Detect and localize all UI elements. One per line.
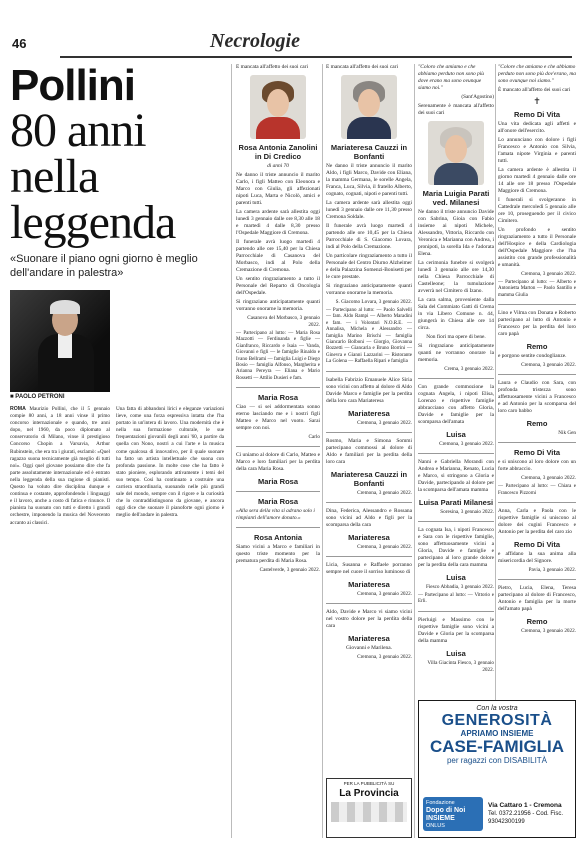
headline-line4: leggenda <box>10 196 176 249</box>
quote-author: (Sant'Agostino) <box>461 94 494 100</box>
place-date: Pavia, 3 gennaio 2022. <box>528 567 576 574</box>
place-date: Soresina, 3 gennaio 2022. <box>440 509 494 515</box>
obituary-text: Si ringraziano anticipatamente quanti vorranno onorarne la memoria. <box>326 283 412 296</box>
obituary-text: La camera ardente sarà allestita oggi lunedì 3 gennaio dalle ore 8,30 alle 18 e martedì 4 dalle 8,30 presso l'Ospedale Maggiore di Cremona. <box>236 209 320 236</box>
obituary-text: Una vita dedicata agli affetti e all'onore dell'esercito. <box>498 121 576 134</box>
obituary-text: Ne danno il triste annuncio Davide con Sabrina, Gioia con Fabio insieme ai nipoti Michele, Alessandro, Vittoria, Riccardo con Veronica e Marianna con Andrea, i pronipoti, la sorella Ida e l'adorata Elena. <box>418 209 494 257</box>
place-date: Villa Giacinta Fiesco, 3 gennaio 2022. <box>427 659 494 673</box>
deceased-name: Luisa <box>446 573 466 582</box>
deceased-name: Maria Rosa <box>257 393 299 403</box>
divider <box>418 378 494 379</box>
article-text-2: Una fatta di abbandoni lirici e eleganze variazioni lieve, come una forza espressiva intatta che l'ha portato in un'intera di lavoro. Una modernità che è nella sua formazione culturale, le sue frequentazioni giovanili degli anni '60, a partire da quella con Nono, nostri a cui l'arte e la musica come qualcosa di innovativo, per il quale suonare ha fatto un artista intellettuale che suona con profonda passione. In molte cose che ha fatto è stato pioniere, esplorando attivamente i temi del suo tempo. Così ha continuato a costruire una carriera straordinaria, suonando nelle più grandi sale del mondo, sempre con il rigore e la curiosità che lo contraddistinguono da giovane, e ancora oggi dice che suonare il pianoforte ogni giorno è meglio dell'andare in palestra. <box>116 406 224 519</box>
divider <box>498 579 576 580</box>
promo-line-3: APRIAMO INSIEME <box>460 729 534 738</box>
obituary-text: Isabella Fabrizio Emanuele Alice Siria sono vicini con affetto al dolore di Aldo Davide Marco e famiglie per la perdita della loro cara Mariateresa <box>326 376 412 404</box>
divider <box>326 432 412 433</box>
section-title: Necrologie <box>210 30 300 52</box>
place-date: Cremona, 3 gennaio 2022. <box>357 543 412 550</box>
divider <box>326 603 412 604</box>
obituary-column-2 <box>326 64 412 840</box>
announcement-intro: Serenamente è mancata all'affetto dei suoi cari <box>418 103 494 116</box>
obituary-text: Nanni e Gabriella Morandi con Andrea e Marianna, Renato, Lucia e Marco, si stringono a Gloria e Davide, partecipando al dolore per la scomparsa dell'amata mamma <box>418 459 494 493</box>
ad-logo: La Provincia <box>339 788 399 799</box>
promo-line-1: Con la vostra <box>476 705 518 712</box>
deceased-name: Remo Di Vita <box>513 540 561 550</box>
place-date: Castelverde, 3 gennaio 2022. <box>259 567 320 574</box>
promo-line-5: per ragazzi con DISABILITÀ <box>446 756 548 765</box>
divider <box>498 442 576 443</box>
obituary-text: Pierluigi e Massimo con le rispettive famiglie sono vicini a Davide e Gloria per la scomparsa della mamma <box>418 616 494 644</box>
article-column-1 <box>10 406 110 838</box>
divider <box>498 502 576 503</box>
participants-list: — Partecipano al lutto: — Chiara e Francesco Pizzorni <box>498 484 576 496</box>
obituary-text: e si uniscono al loro dolore con un forte abbraccio. <box>498 459 576 473</box>
obituary-text: I funerali si svolgeranno in Cattedrale mercoledì 5 gennaio alle ore 10, proseguendo per il civico Cimitero. <box>498 197 576 224</box>
deceased-name: Remo <box>526 617 548 627</box>
promo-footer <box>423 795 571 833</box>
place-date: Cremona, 3 gennaio 2022. <box>357 419 412 426</box>
obituary-text: Non fiori ma opere di bene. <box>426 334 486 340</box>
obituary-text: La camera ardente sarà allestita oggi lunedì 3 gennaio dalle ore 11,30 presso Cremona Soldale. <box>326 200 412 220</box>
participants-list: — Partecipano al lutto: — Alberto e Antonietta Marton — Paolo Santillo e mamma Giulia <box>498 280 576 298</box>
headline-name: Pollini <box>10 61 135 110</box>
obituary-text: Si ringraziano anticipatamente quanti vorranno onorarne la memoria. <box>236 299 320 312</box>
deceased-name: Remo Di Vita <box>513 110 561 119</box>
foundation-logo: Fondazione Dopo di Noi INSIEME ONLUS <box>423 797 483 831</box>
quote: «Alla sera della vita si adrano solo i rimpianti dell'amore donato.» <box>236 508 315 522</box>
place-date: Cremona, 3 gennaio 2022. <box>521 628 576 635</box>
divider <box>236 527 320 528</box>
page-number: 46 <box>12 36 27 51</box>
article-text-1: Maurizio Pollini, che il 5 gennaio compie 80 anni, a 18 anni vinse il primo concorso internazionale e quando, tre anni dopo, nel 1960, da poco diplomato al conservatorio di Milano, vinse il prestigioso Concorso Chopin a Varsavia, Arthur Rubinstein, che era tra i giurati, esclamò: «Quel ragazzo suona tecnicamente già meglio di tutti noi». Oggi quel giovane possiamo dire che fa parte assolutamente internazionale ed è entrato nella leggenda della sua ragione di pianisti. Questo ha voluto dire disciplina dunque e continua e costante, approfondendo i linguaggi e il lavoro, anche a costo di fatica e rinunce. Il pianista ha suonato con tutti e diretto i grandi orchestre, imponendo la musica del Novecento accanto ai classici. <box>10 406 110 526</box>
announcement-intro: È mancata all'affetto dei suoi cari <box>326 64 398 70</box>
deceased-name: Remo Di Vita <box>513 448 561 458</box>
divider <box>236 491 320 492</box>
obituary-text: Il funerale avrà luogo martedì 4 partendo alle ore 15,40 per la Chiesa Parrocchiale di Casanova del Morbasco, indi al Polo della Cremazione di Cremona. <box>236 239 320 273</box>
obituary-text: Ne danno il triste annuncio il marito Carlo, i figli Matteo con Eleonora e Marco con Giulia, gli affezionati nipoti Luca, Marta e Nicolò, amici e parenti tutti. <box>236 172 320 206</box>
obituary-text: Licia, Susanna e Raffaele porranno sempre nel cuore il sorriso luminoso di <box>326 561 412 575</box>
ad-label: PER LA PUBBLICITÀ SU <box>343 781 395 786</box>
place-date: S. Giacomo Lovara, 3 gennaio 2022. <box>335 299 412 305</box>
deceased-name: Rosa Antonia <box>253 533 303 543</box>
obituary-text: Pietro, Lucia, Elena, Teresa partecipano al dolore di Francesco, Antonio e famiglia per la morte dell'amato papà <box>498 585 576 613</box>
place-date: Cremona, 3 gennaio 2022. <box>521 362 576 369</box>
obituary-text: Rosmo, Maria e Simona Sommi partecipano commossi al dolore di Aldo e familiari per la perdita della loro cara <box>326 437 412 465</box>
obituary-text: Anna, Carla e Paola con le rispettive famiglie si uniscono al dolore dei cugini Francesco e Antonio per la perdita del caro zio <box>498 508 576 536</box>
deceased-name: Rosa Antonia Zanolini in Di Credico <box>238 143 318 161</box>
place-date: Cremona, 3 gennaio 2022. <box>357 590 412 597</box>
obituary-text: Con grande commozione la cognata Angela, i nipoti Elisa, Lorenzo e rispettive famiglie abbracciano con affetto Gloria, Davide e famiglie per la scomparsa dell'amata <box>418 384 494 425</box>
column-divider <box>414 64 415 838</box>
obituary-text: La camera ardente è allestita il giorno martedì 4 gennaio dalle ore 14 alle ore 18 presso l'Ospedale Maggiore di Cremona. <box>498 167 576 194</box>
place-date: Crema, 3 gennaio 2022. <box>444 366 494 372</box>
obituary-text: Laura e Claudio con Sara, con profonda tristezza sono affettuosamente vicini a Francesco e ad Antonio per la scomparsa del loro caro babbo <box>498 380 576 415</box>
obituary-text: Aldo, Davide e Marco vi siamo vicini nel vostro dolore per la perdita della cara <box>326 608 412 629</box>
photo-caption: ■ PAOLO PETRONI <box>10 394 65 400</box>
deceased-name: Luisa <box>446 430 466 439</box>
divider <box>498 374 576 375</box>
place-date: Cremona, 3 gennaio 2022. <box>357 489 412 496</box>
deceased-name: Luisa Parati Milanesi <box>418 498 494 507</box>
divider <box>326 502 412 503</box>
main-article <box>10 61 230 280</box>
deceased-name: Mariateresa <box>348 579 390 589</box>
divider <box>418 453 494 454</box>
signature: Nik Gen <box>558 430 576 437</box>
deceased-name: Mariateresa <box>348 532 390 542</box>
obituary-column-1 <box>236 64 320 840</box>
quote: "Colore che amiamo e che abbiamo perduto non sono più dov'erano, ma sono ovunque noi siamo." <box>498 64 576 84</box>
divider <box>326 556 412 557</box>
participants-list: — Partecipano al lutto: — Maria Rosa Mazzotti — Ferdinanda e figlie — Gianfranco, Riccardo e Isaia — Vanda, Giovanni e figli — le famiglie Rinaldo e Ivano Bellrami — famiglia Luigi e Diego Bosio — famiglia Alfonso, Margherita e Arianna Pereyra — Eliana e Mario Rossetti — Attilio Dusieri e fam. <box>236 331 320 381</box>
obituary-text: La cerimonia funebre si svolgerà lunedì 3 gennaio alle ore 14,30 nella Chiesa Parrocchiale di Castelleone; la tumulazione avverrà nel Cimitero di Izano. <box>418 260 494 294</box>
portrait-photo <box>341 75 397 139</box>
promo-line-2: GENEROSITÀ <box>441 712 553 729</box>
charity-promo <box>418 700 576 838</box>
ad-contact-bar <box>331 802 407 822</box>
obituary-text: Lino e Vilma con Donata e Roberto partecipano al lutto di Antonio e Francesco per la perdita del loro caro papà <box>498 310 576 338</box>
obituary-text: Dina, Federica, Alessandro e Rossana sono vicini ad Aldo e figli per la scomparsa della cara <box>326 507 412 528</box>
participants-list: — Partecipano al lutto: — Vittorio e Erli. <box>418 593 494 605</box>
divider <box>418 611 494 612</box>
deceased-name: Maria Rosa <box>257 497 299 507</box>
obituary-text: Ne danno il triste annuncio il marito Aldo, i figli Marco, Davide con Eliana, la mamma Germana, le sorelle Angela, Franca, Luca, Silvia, il fratello Alberto, cognato, cognati, nipoti e parenti tutti. <box>326 163 412 197</box>
obituary-text: Un particolare ringraziamento a tutto il Personale del Centro Diurno Alzheimer e della Palazzina Somenzi-Bonisetti per le cure prestate. <box>326 253 412 280</box>
place-date: Cremona, 3 gennaio 2022. <box>521 475 576 482</box>
obituary-text: Il funerale avrà luogo martedì 4 partendo alle ore 10,45 per la Chiesa Parrocchiale di S. Giacomo Lovara, indi al Polo della Cremazione. <box>326 223 412 250</box>
deceased-name: Mariateresa Cauzzi in Bonfanti <box>330 143 408 161</box>
quote: "Coloro che amiamo e che abbiamo perduto non sono più dove erano ma sono ovunque siamo noi." <box>418 64 484 91</box>
divider <box>236 387 320 388</box>
place-date: Fiesco Abbadia, 3 gennaio 2022. <box>425 584 494 590</box>
divider <box>326 371 412 372</box>
foundation-address: Via Cattaro 1 - Cremona Tel. 0372.21956 - Cod. Fisc. 93042300199 <box>488 802 564 825</box>
deceased-name: Mariateresa <box>348 633 390 643</box>
participants-list: — Partecipano al lutto: — Paolo Salvelli — fam. Aldo Rampi — Alberto Maradini e fam. — i Volontari N.O.R.E. — Annalisa, Michela e Alessandro — famiglia Marino Brischi — famiglia Giancarlo Bolboni — Giorgio, Giovanna Bozzetti — Giancarla e Bruno Borrini — Ginevra e Gianni Lazzarini — Ristorante La Golena — Raffaella Ripari e famiglia <box>326 308 412 365</box>
divider <box>498 304 576 305</box>
promo-line-4: CASE-FAMIGLIA <box>429 737 565 756</box>
obituary-text: Ciao — si sei addormentata sonno eterno lasciando me e i nostri figli Matteo e Marco nel vuoto. Sarai sempre con noi. <box>236 404 320 432</box>
obituary-text: e porgono sentite condoglianze. <box>498 353 567 360</box>
deceased-name: Mariateresa Cauzzi in Bonfanti <box>330 469 408 488</box>
deceased-name: Luisa <box>446 648 466 658</box>
signature: Carlo <box>308 434 320 441</box>
headline-line2: 80 anni <box>10 104 146 157</box>
obituary-text: Lo annunciano con dolore i figli Francesco e Antonio con Silvia, l'amata nipote Virginia e parenti tutti. <box>498 137 576 164</box>
page-header <box>0 0 580 60</box>
place-date: Cremona, 3 gennaio 2022. <box>521 271 576 277</box>
obituary-text: La cara salma, proveniente dalla Sala del Commiato Gatti di Crema in via Libero Comune n. 44, giungerà in Chiesa alle ore 14 circa. <box>418 297 494 331</box>
divider <box>418 521 494 522</box>
signature: Giovanni e Marilena. <box>346 644 392 651</box>
deceased-name: Mariateresa <box>348 408 390 418</box>
place-date: Cremona, 3 gennaio 2022. <box>357 653 412 660</box>
deceased-name: Remo <box>526 419 548 429</box>
headline-line3: nella <box>10 150 99 203</box>
column-divider <box>322 64 323 838</box>
obituary-text: Un sentito ringraziamento a tutto il Personale del Reparto di Oncologia dell'Ospedale. <box>236 276 320 296</box>
obituary-text: e affidano la sua anima alla misericordia del Signore. <box>498 551 576 565</box>
pianist-photo <box>10 290 110 392</box>
obituary-text: Ci uniamo al dolore di Carlo, Matteo e Marco e loro familiari per la perdita della cara Maria Rosa. <box>236 452 320 473</box>
obituary-text: La cognata Isa, i nipoti Francesco e Sara con le rispettive famiglie, sono affettuosamente vicini a Gloria, Davide e famiglie e partecipano al loro grande dolore per la perdita della cara mamma <box>418 527 494 568</box>
divider <box>236 446 320 447</box>
article-lead: ROMA <box>10 406 26 412</box>
article-column-2 <box>116 406 224 838</box>
deceased-name: Remo <box>526 342 548 352</box>
announcement-intro: È mancato all'affetto dei suoi cari <box>498 87 571 93</box>
deceased-age: di anni 70 <box>267 163 289 169</box>
deceased-name: Maria Rosa <box>257 477 299 487</box>
column-divider <box>231 64 232 838</box>
obituary-text: Un profondo e sentito ringraziamento a tutto il Personale dell'Hospice e della Cardiologia dell'Ospedale Maggiore che l'ha assistito con grande professionalità e umanità. <box>498 227 576 268</box>
newspaper-ad <box>326 778 412 838</box>
portrait-photo <box>428 121 484 185</box>
place-date: Casanova del Morbasco, 3 gennaio 2022. <box>247 315 320 328</box>
announcement-intro: È mancata all'affetto dei suoi cari <box>236 64 308 70</box>
cross-icon: ✝ <box>533 96 541 106</box>
obituary-text: Siamo vicini a Marco e familiari in questo triste momento per la prematura perdita di Maria Rosa. <box>236 544 320 565</box>
portrait-photo <box>250 75 306 139</box>
obituary-text: Si ringraziano anticipatamente quanti ne vorranno onorare la memoria. <box>418 343 494 363</box>
article-subhead: «Suonare il piano ogni giorno è meglio dell'andare in palestra» <box>10 253 198 279</box>
deceased-name: Maria Luigia Parati ved. Milanesi <box>422 189 490 207</box>
header-rule <box>60 56 572 58</box>
place-date: Cremona, 3 gennaio 2022. <box>439 441 494 447</box>
